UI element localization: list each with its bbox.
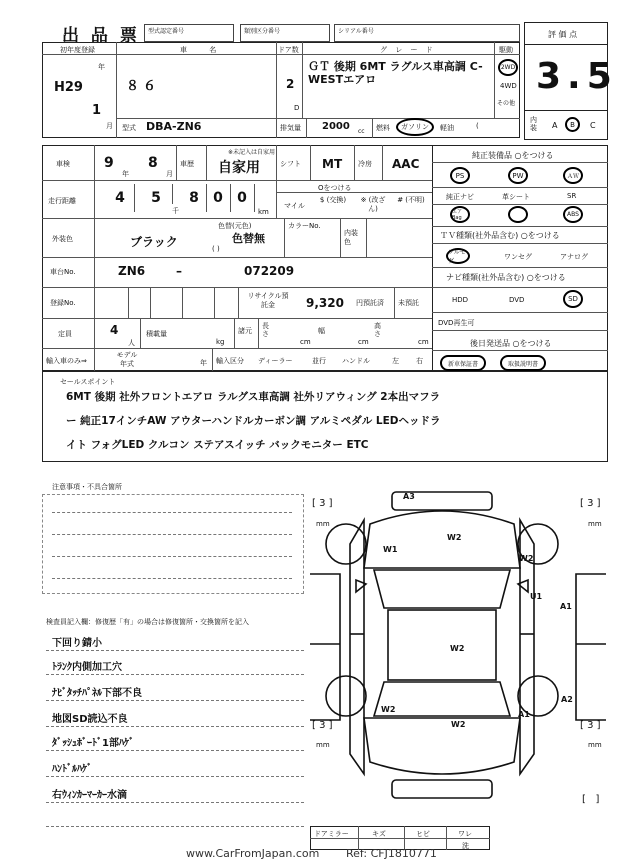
tire-rl-unit: mm <box>316 741 330 749</box>
inspection-month-unit: 月 <box>166 170 173 178</box>
tire-rr-unit: mm <box>588 741 602 749</box>
form-title: 出 品 票 <box>62 26 140 46</box>
grade-label: グ レ ー ド <box>380 46 436 54</box>
legend-scratch: キズ <box>372 830 386 838</box>
ac-label: 冷房 <box>358 160 372 168</box>
month-unit: 月 <box>106 122 113 130</box>
tv-fullseg: フルセグ <box>446 248 470 264</box>
equip-pw: PW <box>508 167 528 184</box>
shift-value: MT <box>322 157 343 171</box>
drive-label: 駆動 <box>499 46 513 54</box>
registration-label: 登録No. <box>50 299 76 307</box>
drive-2wd-selected: 2WD <box>498 59 518 76</box>
first-reg-month: 1 <box>92 103 102 118</box>
mark-w2-right: W2 <box>519 554 534 563</box>
nav-dvd: DVD <box>509 296 525 304</box>
tire-fl-unit: mm <box>316 520 330 528</box>
car-name: ８６ <box>126 79 161 94</box>
tire-fl: [ 3 ] <box>312 498 333 509</box>
mileage-unit-km: km <box>258 208 269 216</box>
interior-label: 内装 <box>530 116 537 132</box>
score-value: 3.5 <box>536 56 618 97</box>
interior-grade-b-selected: B <box>565 117 580 132</box>
dims-length: 長さ <box>262 322 269 338</box>
displacement-label: 排気量 <box>280 124 301 132</box>
color-value: ブラック <box>130 235 178 249</box>
ac-value: AAC <box>392 157 420 171</box>
mileage-digit-5: 0 <box>237 190 247 206</box>
fuel-paren: ( <box>476 122 479 130</box>
legend-break: ワレ <box>458 830 472 838</box>
equip-leather: 革シート <box>502 193 530 201</box>
inspector-line-1: 下回り錆小 <box>52 638 102 649</box>
mark-u1: U1 <box>530 592 543 601</box>
car-name-label: 車 名 <box>180 46 227 54</box>
mark-w2-hood: W2 <box>447 533 462 542</box>
model-code: DBA-ZN6 <box>146 120 202 133</box>
tv-analog: アナログ <box>560 253 588 261</box>
drive-other: その他 <box>497 100 516 107</box>
import-label: 輸入車のみ⇒ <box>46 357 87 365</box>
inspection-year: 9 <box>104 155 114 171</box>
tire-rr: [ 3 ] <box>580 720 601 731</box>
mark-a2: A2 <box>561 695 573 704</box>
spare-tire: [ ] <box>582 794 600 805</box>
interior-grade-c: C <box>590 121 596 130</box>
notes-box <box>42 494 304 594</box>
inspector-line-2: ﾄﾗﾝｸ内側加工穴 <box>52 662 122 673</box>
displacement-unit: cc <box>358 128 365 135</box>
handle-label: ハンドル <box>342 357 370 365</box>
mark-w1: W1 <box>383 545 398 554</box>
equip-sr: SR <box>567 192 577 200</box>
legend-crack: ヒビ <box>416 830 430 838</box>
serial-label: シリアル番号 <box>338 28 374 35</box>
chassis-number: 072209 <box>244 264 295 278</box>
meter-mile: マイル <box>284 202 305 210</box>
mileage-digit-2: 5 <box>151 190 161 206</box>
import-parallel: 並行 <box>312 357 326 365</box>
inspector-line-3: ﾅﾋﾞﾀｯﾁﾊﾟﾈﾙ下部不良 <box>52 688 142 699</box>
capacity-label: 定員 <box>58 330 72 338</box>
color-change-paren: ( ) <box>212 245 220 253</box>
legend-mirror: ドアミラー <box>314 830 349 838</box>
usage-label: 車歴 <box>180 160 194 168</box>
mileage-unit-thousand: 千 <box>172 207 179 215</box>
mileage-digit-3: 8 <box>189 190 199 206</box>
legend-sub: 洗 <box>462 842 469 850</box>
mileage-digit-1: 4 <box>115 190 125 206</box>
footer-ref: Ref: CFJ1810771 <box>346 847 437 860</box>
import-dealer: ディーラー <box>258 357 293 365</box>
equip-airbag-2 <box>508 206 528 223</box>
selling-point-line-1: 6MT 後期 社外フロントエアロ ラルグス車高調 社外リアウィング 2本出マフラ <box>66 391 441 403</box>
inspection-year-unit: 年 <box>122 170 129 178</box>
tire-rl: [ 3 ] <box>312 720 333 731</box>
selling-point-line-3: イト フォグLED クルコン ステアスイッチ バックモニター ETC <box>66 439 369 451</box>
dims-height: 高さ <box>374 322 381 338</box>
mileage-digit-4: 0 <box>213 190 223 206</box>
dims-width: 幅 <box>318 327 325 335</box>
door-sub: D <box>294 104 300 112</box>
doors-label: ドア数 <box>278 46 299 54</box>
inspection-month: 8 <box>148 155 158 171</box>
notes-label: 注意事項・不具合箇所 <box>52 483 122 491</box>
equipment-title: 純正装備品 ○をつける <box>472 151 554 160</box>
recycle-value: 9,320 <box>306 296 344 310</box>
capacity-unit: 人 <box>128 339 135 347</box>
fuel-gasoline-selected: ガソリン <box>396 118 434 136</box>
inspector-line-5: ﾀﾞｯｼｭﾎﾞｰﾄﾞ1部ﾊｹﾞ <box>52 738 134 749</box>
equip-airbag: エアBag <box>450 206 470 223</box>
selling-points-label: セールスポイント <box>60 378 116 386</box>
color-change-value: 色替無 <box>232 232 265 245</box>
dims-height-unit: cm <box>418 338 429 346</box>
chassis-prefix: ZN6 <box>118 264 146 278</box>
nav-sd-selected: SD <box>563 290 583 308</box>
color-label: 外装色 <box>52 235 73 243</box>
dvd-playback: DVD再生可 <box>438 319 475 327</box>
class-label: 類別区分番号 <box>244 28 281 35</box>
dims-width-unit: cm <box>358 338 369 346</box>
chassis-dash: – <box>176 264 182 278</box>
year-unit: 年 <box>98 63 105 71</box>
mark-a3: A3 <box>403 492 415 501</box>
mark-w2-roof: W2 <box>450 644 465 653</box>
capacity-value: 4 <box>110 323 119 337</box>
mark-a1-right: A1 <box>560 602 572 611</box>
grade: ＧＴ 後期 6MT ラグルス車高調 C-WESTエアロ <box>308 60 483 86</box>
equip-abs: ABS <box>563 206 583 223</box>
model-year-label: モデル年式 <box>116 351 138 368</box>
color-change-label: 色替(元色) <box>218 222 252 230</box>
inspector-label: 検査員記入欄：修復歴「有」の場合は修復箇所・交換箇所を記入 <box>46 618 249 626</box>
type-cert-label: 型式認定番号 <box>148 28 185 35</box>
post-items-title: 後日発送品 ○をつける <box>470 339 552 348</box>
meter-exchanged: $ (交換) <box>319 196 347 204</box>
tire-fr: [ 3 ] <box>580 498 601 509</box>
equip-ps: PS <box>450 167 470 184</box>
post-warranty: 新車保証書 <box>440 355 486 371</box>
usage-value: 自家用 <box>218 160 260 176</box>
footer-site[interactable]: www.CarFromJapan.com <box>186 847 320 860</box>
inspector-line-6: ﾊﾝﾄﾞﾙﾊｹﾞ <box>52 764 92 775</box>
post-manual: 取扱説明書 <box>500 355 546 371</box>
dims-label: 諸元 <box>238 327 252 335</box>
handle-left: 左 <box>392 357 399 365</box>
first-reg-era: H29 <box>54 80 83 95</box>
displacement: 2000 <box>322 121 350 132</box>
usage-note: ※未記入は自家用 <box>228 149 276 156</box>
inspection-label: 車検 <box>56 160 70 168</box>
tv-title: ＴＶ種類(社外品含む) ○をつける <box>440 231 560 240</box>
equip-aw: ＡＷ <box>563 167 583 184</box>
fuel-label: 燃料 <box>376 124 390 132</box>
dims-length-unit: cm <box>300 338 311 346</box>
meter-note: Oをつける <box>318 184 352 192</box>
recycle-unpaid: 未預託 <box>398 299 419 307</box>
interior-color-label: 内装色 <box>344 229 358 246</box>
mark-w2-rear: W2 <box>451 720 466 729</box>
drive-4wd: 4WD <box>500 82 517 90</box>
color-no-label: カラーNo. <box>288 222 321 230</box>
mileage-label: 走行距離 <box>48 197 76 205</box>
load-unit: kg <box>216 338 225 346</box>
nav-hdd: HDD <box>452 296 469 304</box>
interior-grade-a: A <box>552 121 558 130</box>
meter-unknown: # (不明) <box>397 196 425 204</box>
inspector-line-4: 地図SD読込不良 <box>52 714 128 725</box>
selling-point-line-2: ー 純正17インチAW アウターハンドルカーボン調 アルミペダル LEDヘッドラ <box>66 415 441 427</box>
recycle-unit: 円預託済 <box>356 299 384 307</box>
tv-oneseg: ワンセグ <box>504 253 532 261</box>
tire-fr-unit: mm <box>588 520 602 528</box>
door-count: 2 <box>286 77 295 91</box>
load-label: 積載量 <box>146 330 167 338</box>
nav-title: ナビ種類(社外品含む) ○をつける <box>446 273 566 282</box>
fuel-diesel: 軽油 <box>440 124 454 132</box>
chassis-label: 車台No. <box>50 268 76 276</box>
score-label: 評 価 点 <box>548 30 578 39</box>
model-label: 型式 <box>122 124 136 132</box>
equip-navi: 純正ナビ <box>446 193 474 201</box>
inspector-line-7: 右ｳｨﾝｶｰﾏｰｶｰ水滴 <box>52 790 127 801</box>
shift-label: シフト <box>280 160 301 168</box>
mark-a1-rear: A1 <box>518 710 530 719</box>
model-year-unit: 年 <box>200 359 207 367</box>
handle-right: 右 <box>416 357 423 365</box>
mark-w2-left: W2 <box>381 705 396 714</box>
meter-tampered: ※ (改ざん) <box>360 196 386 213</box>
import-category-label: 輸入区分 <box>216 357 244 365</box>
first-reg-label: 初年度登録 <box>60 46 95 54</box>
recycle-label: リサイクル預託金 <box>247 292 289 309</box>
